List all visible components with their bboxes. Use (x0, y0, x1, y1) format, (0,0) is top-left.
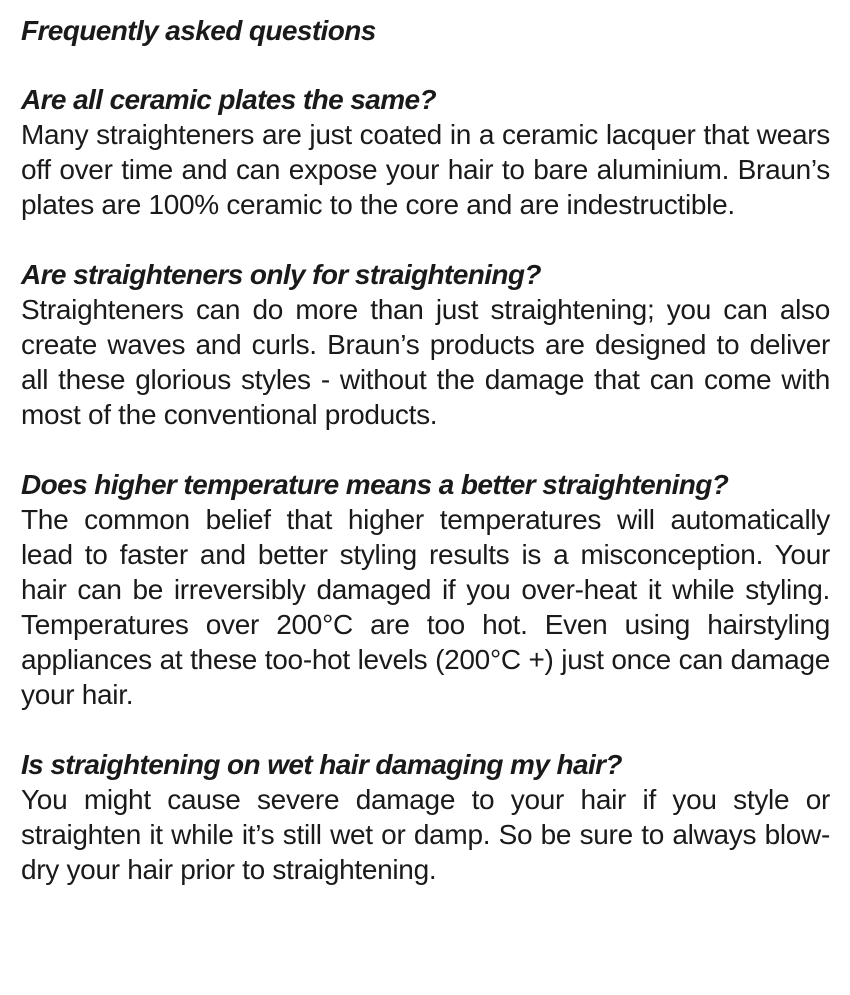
faq-question: Does higher temperature means a better straightening? (21, 469, 729, 500)
faq-question: Are all ceramic plates the same? (21, 84, 437, 115)
page-title: Frequently asked questions (21, 15, 376, 46)
faq-item (21, 747, 830, 887)
faq-item (21, 467, 830, 712)
faq-answer: You might cause severe damage to your hair if you style or straighten it while it’s still wet or damp. So be sure to always blow-dry your hair prior to straightening. (21, 784, 830, 885)
faq-answer: The common belief that higher temperatures will automatically lead to faster and better styling results is a misconception. Your hair can be irreversibly damaged if you over-heat it while styling. Temperatures over 200°C are too hot. Even using hairstyling appliances at these too-hot levels (200°C +) just once can damage your hair. (21, 504, 830, 710)
faq-item (21, 82, 830, 222)
faq-item (21, 257, 830, 432)
faq-list (21, 82, 830, 887)
faq-answer: Many straighteners are just coated in a ceramic lacquer that wears off over time and can expose your hair to bare aluminium. Braun’s plates are 100% ceramic to the core and are indestructible. (21, 119, 830, 220)
faq-question: Is straightening on wet hair damaging my hair? (21, 749, 622, 780)
faq-answer: Straighteners can do more than just straightening; you can also create waves and curls. Braun’s products are designed to deliver all these glorious styles - without the damage that can come with most of the conventional products. (21, 294, 830, 430)
faq-question: Are straighteners only for straightening? (21, 259, 541, 290)
